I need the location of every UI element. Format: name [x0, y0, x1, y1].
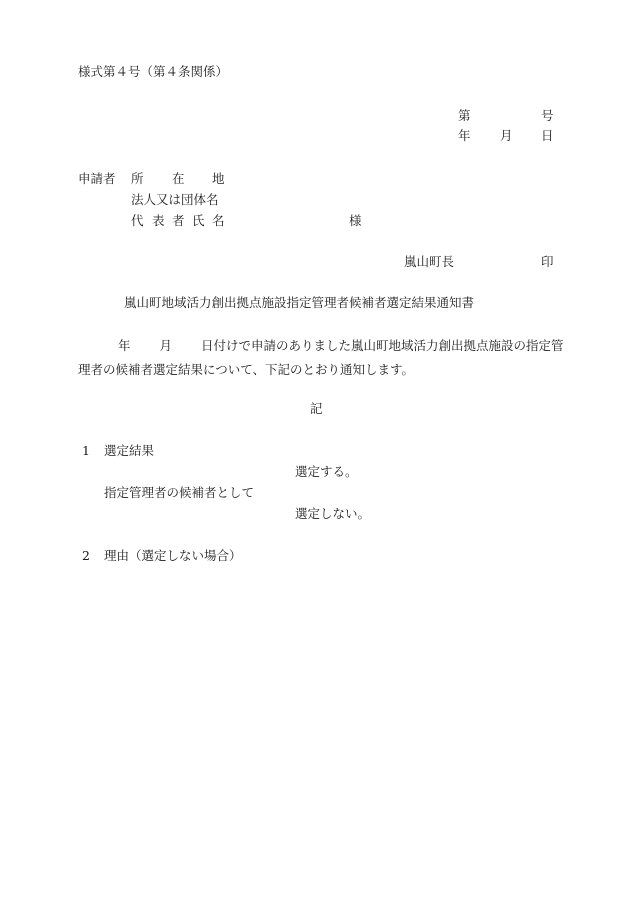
- section-1-number: 1: [82, 443, 90, 458]
- rep-label-char-1: 代: [131, 213, 144, 228]
- issuer-seal: 印: [541, 254, 554, 269]
- section-2-number: 2: [82, 548, 90, 563]
- address-label-char-1: 所: [131, 171, 144, 186]
- date-year: 年: [458, 128, 471, 143]
- section-1-heading: 選定結果: [104, 443, 155, 458]
- rep-label-char-4: 氏: [192, 213, 205, 228]
- doc-number-go: 号: [541, 108, 554, 123]
- rep-label-char-3: 者: [172, 213, 185, 228]
- option-not-select: 選定しない。: [295, 506, 371, 521]
- candidate-phrase: 指定管理者の候補者として: [104, 485, 255, 500]
- rep-label-char-2: 表: [152, 213, 165, 228]
- body-year: 年: [118, 338, 131, 353]
- option-select: 選定する。: [295, 464, 358, 479]
- corp-name-label: 法人又は団体名: [131, 192, 219, 207]
- ki-marker: 記: [310, 401, 323, 416]
- doc-number-dai: 第: [458, 108, 471, 123]
- honorific-sama: 様: [349, 213, 362, 228]
- address-label-char-3: 地: [212, 171, 225, 186]
- rep-label-char-5: 名: [212, 213, 225, 228]
- body-month: 月: [159, 338, 173, 353]
- issuer-title: 嵐山町長: [404, 254, 455, 269]
- address-label-char-2: 在: [172, 171, 185, 186]
- body-text: 日付けで申請のありました嵐山町地域活力創出拠点施設の指定管理者の候補者選定結果について、下記のとおり通知します。: [78, 338, 564, 377]
- document-title: 嵐山町地域活力創出拠点施設指定管理者候補者選定結果通知書: [124, 295, 475, 310]
- section-2-heading: 理由（選定しない場合）: [104, 548, 242, 563]
- body-paragraph: [78, 334, 574, 382]
- applicant-label: 申請者: [78, 171, 116, 186]
- date-month: 月: [500, 128, 513, 143]
- date-day: 日: [541, 128, 554, 143]
- form-label: 様式第４号（第４条関係）: [78, 64, 229, 79]
